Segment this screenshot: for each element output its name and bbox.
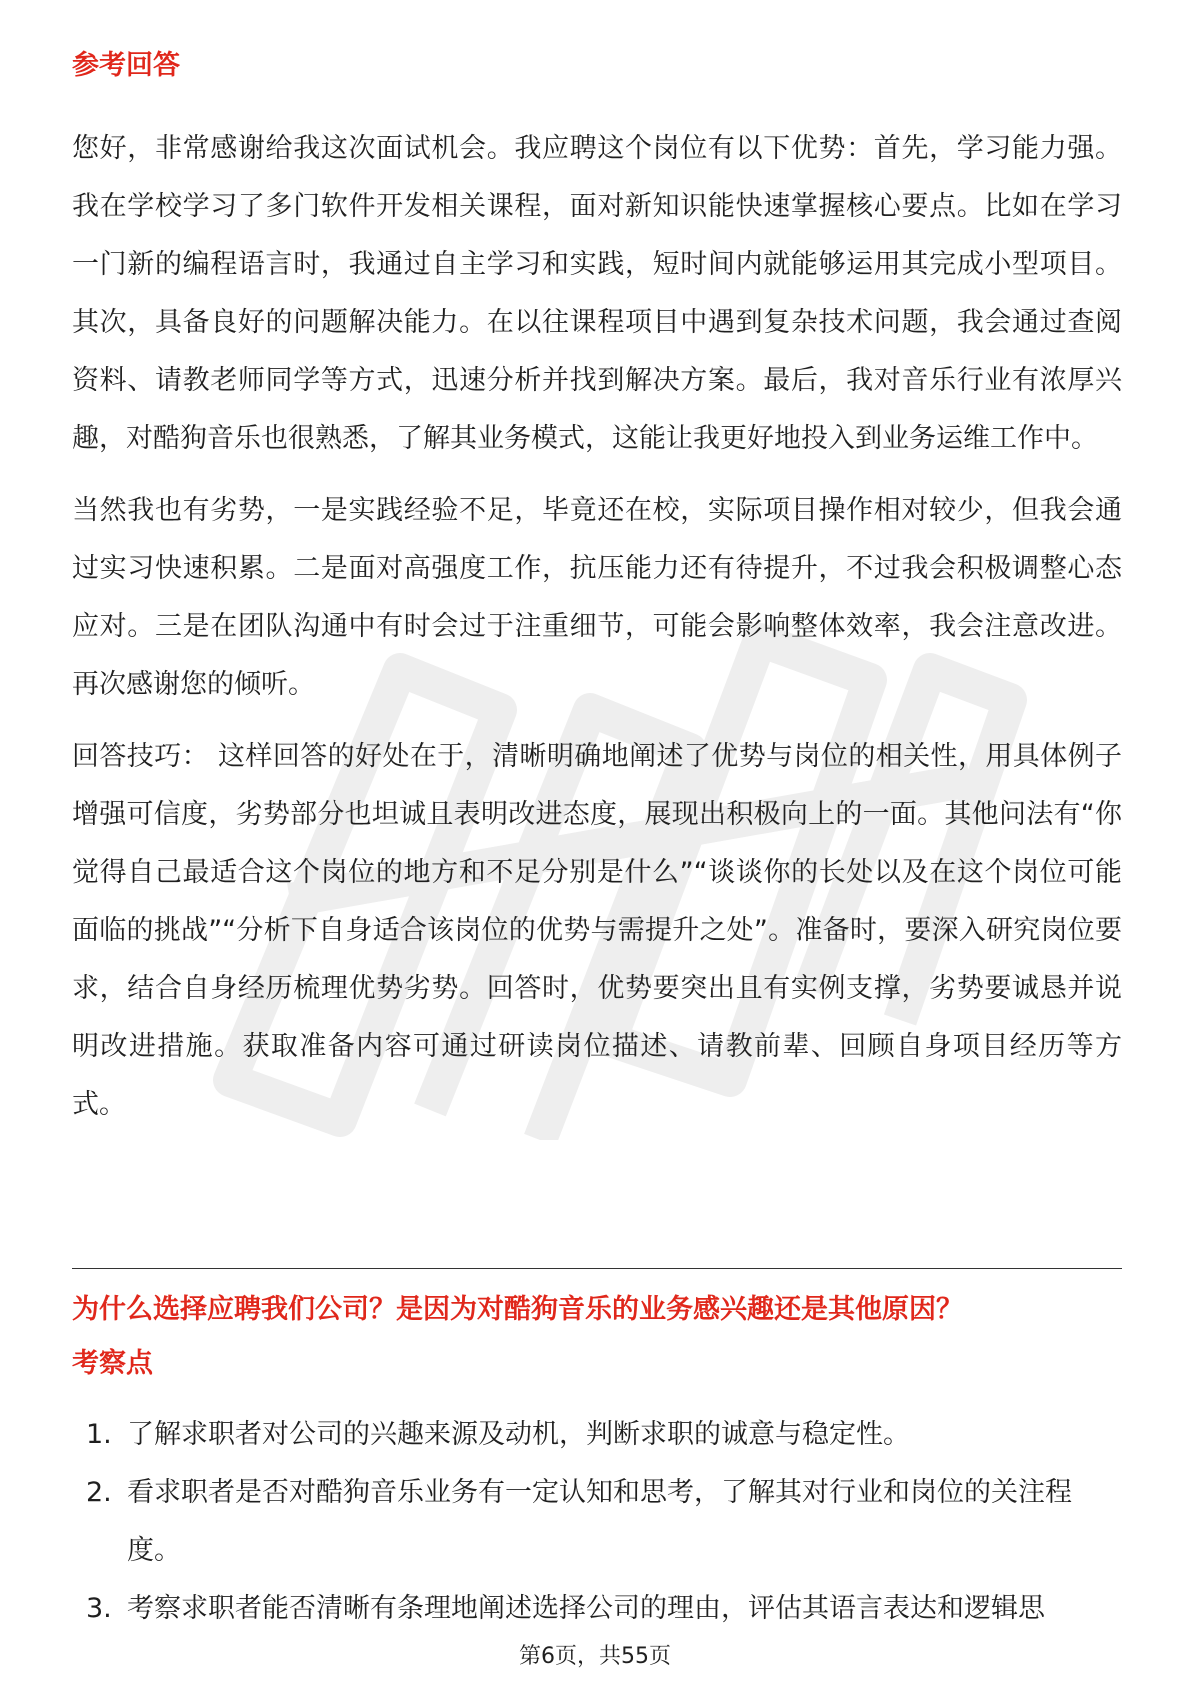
list-item-text: 考察求职者能否清晰有条理地阐述选择公司的理由，评估其语言表达和逻辑思 — [127, 1593, 1045, 1624]
list-item — [72, 1464, 1122, 1580]
answer-paragraph-advantages: 您好，非常感谢给我这次面试机会。我应聘这个岗位有以下优势：首先，学习能力强。我在学校学习了多门软件开发相关课程，面对新知识能快速掌握核心要点。比如在学习一门新的编程语言时，我通过自主学习和实践，短时间内就能够运用其完成小型项目。其次，具备良好的问题解决能力。在以往课程项目中遇到复杂技术问题，我会通过查阅资料、请教老师同学等方式，迅速分析并找到解决方案。最后，我对音乐行业有浓厚兴趣，对酷狗音乐也很熟悉，了解其业务模式，这能让我更好地投入到业务运维工作中。 — [72, 133, 1122, 454]
list-item-number: 3. — [86, 1593, 112, 1624]
exam-points-heading: 考察点 — [72, 1348, 153, 1379]
list-item — [72, 1406, 1122, 1464]
section-divider — [72, 1268, 1122, 1269]
list-item-text: 了解求职者对公司的兴趣来源及动机，判断求职的诚意与稳定性。 — [127, 1419, 910, 1450]
exam-points-list — [72, 1406, 1122, 1638]
answer-heading: 参考回答 — [72, 50, 180, 81]
list-item-number: 1. — [86, 1419, 112, 1450]
page-number-footer: 第6页，共55页 — [519, 1644, 671, 1669]
list-item-number: 2. — [86, 1477, 112, 1508]
list-item-text: 看求职者是否对酷狗音乐业务有一定认知和思考，了解其对行业和岗位的关注程度。 — [127, 1477, 1072, 1566]
document-page — [72, 0, 1122, 1134]
question-title: 为什么选择应聘我们公司？是因为对酷狗音乐的业务感兴趣还是其他原因？ — [72, 1294, 963, 1325]
answer-tips-paragraph: 回答技巧： 这样回答的好处在于，清晰明确地阐述了优势与岗位的相关性，用具体例子增强可信度，劣势部分也坦诚且表明改进态度，展现出积极向上的一面。其他问法有“你觉得自己最适合这个岗位的地方和不足分别是什么”“谈谈你的长处以及在这个岗位可能面临的挑战”“分析下自身适合该岗位的优势与需提升之处”。准备时，要深入研究岗位要求，结合自身经历梳理优势劣势。回答时，优势要突出且有实例支撑，劣势要诚恳并说明改进措施。获取准备内容可通过研读岗位描述、请教前辈、回顾自身项目经历等方式。 — [72, 741, 1122, 1120]
question-section — [72, 1290, 1122, 1638]
list-item — [72, 1580, 1122, 1638]
answer-paragraph-weaknesses: 当然我也有劣势，一是实践经验不足，毕竟还在校，实际项目操作相对较少，但我会通过实习快速积累。二是面对高强度工作，抗压能力还有待提升，不过我会积极调整心态应对。三是在团队沟通中有时会过于注重细节，可能会影响整体效率，我会注意改进。再次感谢您的倾听。 — [72, 495, 1122, 700]
